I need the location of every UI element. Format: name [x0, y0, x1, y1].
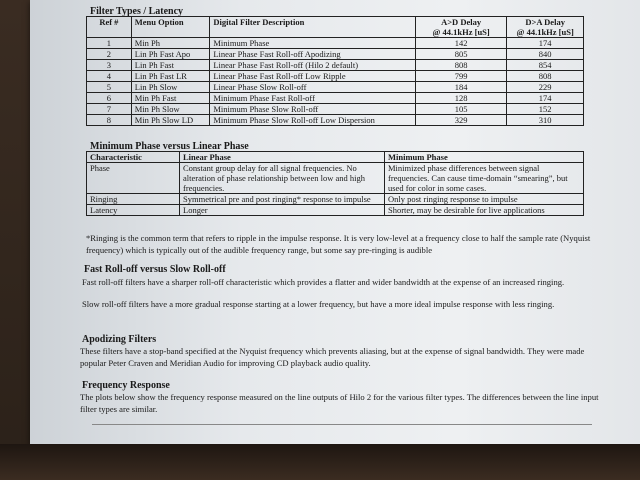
cell-min: Minimized phase differences between signal frequencies. Can cause time-domain “smearing”, but used for color in some cases.	[385, 163, 584, 194]
cell-ref: 2	[87, 49, 132, 60]
cell-lin: Longer	[180, 205, 385, 216]
cell-ref: 6	[87, 93, 132, 104]
cell-ref: 5	[87, 82, 132, 93]
cell-ref: 8	[87, 115, 132, 126]
col-characteristic: Characteristic	[87, 152, 180, 163]
cell-da: 840	[507, 49, 584, 60]
cell-ad: 142	[415, 38, 506, 49]
cell-ref: 1	[87, 38, 132, 49]
table-row	[87, 49, 584, 60]
cell-menu: Min Ph Fast	[131, 93, 210, 104]
cell-da: 174	[507, 38, 584, 49]
table-row	[87, 104, 584, 115]
cell-ad: 105	[415, 104, 506, 115]
cell-desc: Minimum Phase Fast Roll-off	[210, 93, 416, 104]
cell-da: 808	[507, 71, 584, 82]
desk-surface	[0, 444, 640, 480]
table-row	[87, 115, 584, 126]
col-ad: A>D Delay @ 44.1kHz [uS]	[415, 17, 506, 38]
cell-desc: Linear Phase Slow Roll-off	[210, 82, 416, 93]
cell-menu: Min Ph	[131, 38, 210, 49]
col-menu: Menu Option	[131, 17, 210, 38]
min-vs-lin-table	[86, 151, 584, 216]
freq-response-heading: Frequency Response	[82, 380, 170, 391]
fast-slow-heading: Fast Roll-off versus Slow Roll-off	[84, 264, 226, 275]
cell-menu: Lin Ph Slow	[131, 82, 210, 93]
table-row	[87, 93, 584, 104]
cell-menu: Min Ph Slow	[131, 104, 210, 115]
col-ref: Ref #	[87, 17, 132, 38]
freq-response-p1: The plots below show the frequency response measured on the line outputs of Hilo 2 for the various filter types. The differences between the line input filter types are similar.	[80, 392, 599, 414]
cell-ad: 184	[415, 82, 506, 93]
cell-ad: 805	[415, 49, 506, 60]
filter-types-rows	[87, 38, 584, 126]
cell-char: Latency	[87, 205, 180, 216]
table-row	[87, 82, 584, 93]
cell-lin: Symmetrical pre and post ringing* response to impulse	[180, 194, 385, 205]
apodizing-heading: Apodizing Filters	[82, 334, 157, 345]
cell-da: 152	[507, 104, 584, 115]
cell-char: Phase	[87, 163, 180, 194]
cell-menu: Min Ph Slow LD	[131, 115, 210, 126]
table-row	[87, 60, 584, 71]
fast-slow-p1: Fast roll-off filters have a sharper roll-off characteristic which provides a flatter and wider bandwidth at the expense of an increased ringing.	[82, 277, 565, 287]
cell-da: 229	[507, 82, 584, 93]
apodizing-p1: These filters have a stop-band specified at the Nyquist frequency which prevents aliasing, but at the expense of signal bandwidth. They were made popular Peter Craven and Meridian Audio for improving CD playback audio quality.	[80, 346, 585, 368]
cell-desc: Minimum Phase	[210, 38, 416, 49]
cell-menu: Lin Ph Fast LR	[131, 71, 210, 82]
table-row	[87, 205, 584, 216]
cell-desc: Minimum Phase Slow Roll-off	[210, 104, 416, 115]
cell-desc: Linear Phase Fast Roll-off Apodizing	[210, 49, 416, 60]
ringing-footnote: *Ringing is the common term that refers to ripple in the impulse response. It is very low-level at a frequency close to half the sample rate (Nyquist frequency) which is typically out of the audible frequency range, but some say pre-ringing is audible	[86, 233, 591, 255]
table-row	[87, 71, 584, 82]
cell-ad: 799	[415, 71, 506, 82]
cell-desc: Linear Phase Fast Roll-off (Hilo 2 default)	[210, 60, 416, 71]
cell-ad: 329	[415, 115, 506, 126]
min-vs-lin-heading: Minimum Phase versus Linear Phase	[90, 141, 249, 152]
cell-min: Only post ringing response to impulse	[385, 194, 584, 205]
cell-da: 174	[507, 93, 584, 104]
cell-menu: Lin Ph Fast Apo	[131, 49, 210, 60]
table-row	[87, 194, 584, 205]
cell-da: 854	[507, 60, 584, 71]
min-vs-lin-rows	[87, 163, 584, 216]
cell-desc: Minimum Phase Slow Roll-off Low Dispersion	[210, 115, 416, 126]
table-row	[87, 163, 584, 194]
col-minimum: Minimum Phase	[385, 152, 584, 163]
cell-ref: 3	[87, 60, 132, 71]
cell-ref: 4	[87, 71, 132, 82]
col-linear: Linear Phase	[180, 152, 385, 163]
cell-menu: Lin Ph Fast	[131, 60, 210, 71]
page-footer-line	[92, 424, 592, 431]
cell-min: Shorter, may be desirable for live applications	[385, 205, 584, 216]
cell-ad: 808	[415, 60, 506, 71]
fast-slow-p2: Slow roll-off filters have a more gradual response starting at a lower frequency, but have a more ideal impulse response with less ringing.	[82, 299, 555, 309]
filter-types-table	[86, 16, 584, 126]
filter-types-heading: Filter Types / Latency	[90, 6, 184, 17]
col-da: D>A Delay @ 44.1kHz [uS]	[507, 17, 584, 38]
cell-lin: Constant group delay for all signal frequencies. No alteration of phase relationship between low and high frequencies.	[180, 163, 385, 194]
col-desc: Digital Filter Description	[210, 17, 416, 38]
cell-desc: Linear Phase Fast Roll-off Low Ripple	[210, 71, 416, 82]
cell-ad: 128	[415, 93, 506, 104]
cell-da: 310	[507, 115, 584, 126]
table-row	[87, 38, 584, 49]
cell-char: Ringing	[87, 194, 180, 205]
cell-ref: 7	[87, 104, 132, 115]
